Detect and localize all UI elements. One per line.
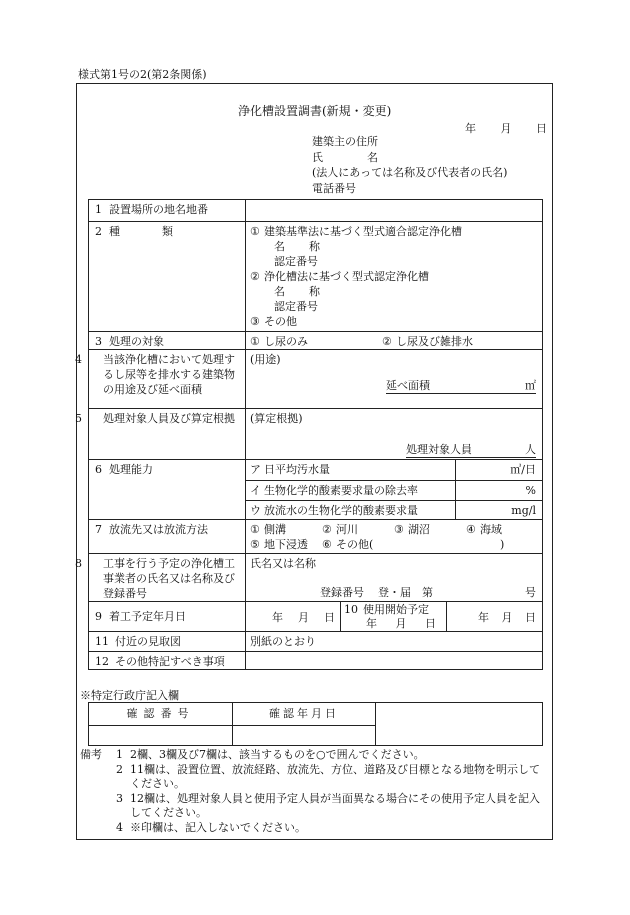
target-option-2[interactable]: ② し尿及び雑排水 (382, 335, 473, 348)
confirmation-number-header: 確認番号 (126, 707, 195, 720)
confirmation-number-field (89, 726, 232, 746)
row-contractor (75, 553, 542, 601)
row-map (89, 631, 542, 651)
persons-basis-field[interactable]: (算定根拠) 処理対象人員 人 (250, 412, 536, 456)
discharge-option-6[interactable]: ⑥ その他( (322, 538, 374, 551)
row-remarks (89, 651, 542, 669)
form-title: 浄化槽設置調書(新規・変更) (238, 104, 392, 118)
row-discharge-label: 7 放流先又は放流方法 (89, 520, 246, 553)
date-day: 日 (536, 122, 547, 135)
row-dates (89, 601, 542, 631)
discharge-option-3[interactable]: ③ 湖沼 (394, 523, 430, 536)
applicant-block (312, 134, 507, 196)
discharge-option-2[interactable]: ② 河川 (322, 523, 358, 536)
capacity-bod-removal[interactable]: イ 生物化学的酸素要求量の除去率 % (246, 480, 542, 500)
use-start-date-field[interactable]: 年 月 日 (478, 611, 536, 624)
floor-area-field[interactable]: 延べ面積 ㎡ (386, 379, 536, 392)
discharge-option-4[interactable]: ④ 海域 (466, 523, 502, 536)
row-contractor-label: 8 工事を行う予定の浄化槽工事業者の氏名又は名称及び登録番号 (89, 554, 246, 601)
applicant-corp-note: (法人にあっては名称及び代表者の氏名) (312, 166, 508, 179)
note-4: ※印欄は、記入しないでください。 (130, 820, 306, 834)
location-field[interactable] (246, 200, 542, 221)
applicant-name[interactable]: 氏 名 (312, 150, 378, 164)
note-2: 11欄は、設置位置、放流経路、放流先、方位、道路及び目標となる地物を明示してください。 (130, 762, 540, 790)
agency-memo-field (376, 703, 542, 745)
note-1: 2欄、3欄及び7欄は、該当するものを○で囲んでください。 (130, 748, 425, 761)
start-date-field[interactable]: 年 月 日 (272, 611, 335, 624)
row-discharge: 7 放流先又は放流方法 ① 側溝 ② 河川 ③ 湖沼 ④ 海域 ⑤ 地下浸透 ⑥ その他( ) (89, 519, 542, 553)
remarks-field[interactable] (246, 652, 542, 669)
form-number: 様式第1号の2(第2条関係) (78, 68, 207, 81)
applicant-address[interactable]: 建築主の住所 (312, 135, 378, 148)
row-location-label: 1 設置場所の地名地番 (89, 200, 246, 221)
row-start-label: 9 着工予定年月日 (89, 602, 246, 631)
row-remarks-label: 12 その他特記すべき事項 (89, 652, 246, 669)
note-3: 12欄は、処理対象人員と使用予定人員が当面異なる場合にその使用予定人員を記入してください。 (130, 791, 540, 819)
row-target-label: 3 処理の対象 (89, 332, 246, 349)
confirmation-date-field (233, 726, 375, 746)
row-persons-label: 5 処理対象人員及び算定根拠 (89, 409, 246, 459)
date-month: 月 (500, 122, 512, 135)
notes: 備考 1 2欄、3欄及び7欄は、該当するものを○で囲んでください。 2 11欄は、設置位置、放流経路、放流先、方位、道路及び目標となる地物を明示してください。 3 12欄は、処理対象人員と使用予定人員が当面異なる場合にその使用予定人員を記入してください。 4 ※印欄は、記入しないでください。 (80, 748, 550, 835)
capacity-effluent-bod[interactable]: ウ 放流水の生物化学的酸素要求量 mg/l (246, 500, 542, 520)
applicant-phone[interactable]: 電話番号 (312, 181, 356, 195)
date-year: 年 (465, 122, 476, 135)
main-table (75, 199, 543, 670)
map-field[interactable]: 別紙のとおり (250, 635, 316, 648)
discharge-option-1[interactable]: ① 側溝 (250, 523, 286, 536)
confirmation-date-header: 確認年月日 (269, 707, 339, 720)
row-map-label: 11 付近の見取図 (89, 632, 246, 651)
row-capacity (89, 459, 542, 519)
row-building-label: 4 当該浄化槽において処理するし尿等を排水する建築物の用途及び延べ面積 (89, 350, 246, 408)
type-option-a[interactable]: ① 建築基準法に基づく型式適合認定浄化槽 (250, 225, 462, 238)
contractor-name-field[interactable]: 氏名又は名称 登録番号 登・届 第 号 (250, 557, 536, 599)
contractor-registration[interactable]: 登録番号 登・届 第 号 (320, 586, 536, 599)
row-target (89, 331, 542, 349)
agency-table (88, 702, 543, 746)
building-use-field[interactable]: (用途) 延べ面積 ㎡ (250, 353, 536, 392)
discharge-option-5[interactable]: ⑤ 地下浸透 (250, 538, 308, 551)
row-location (89, 200, 542, 221)
type-options: ① 建築基準法に基づく型式適合認定浄化槽 名 称 認定番号 ② 浄化槽法に基づく型式認定浄化槽 名 称 認定番号 ③ その他 (246, 222, 542, 331)
row-type-label: 2 種 類 (89, 222, 246, 331)
persons-count-field[interactable]: 処理対象人員 人 (406, 443, 536, 456)
use-start-label: 10 使用開始予定 年 月 日 (344, 603, 436, 630)
row-persons (75, 408, 542, 459)
row-building (75, 349, 542, 408)
type-option-c[interactable]: ③ その他 (250, 315, 297, 328)
notes-label: 備考 (80, 748, 102, 761)
capacity-daily-flow[interactable]: ア 日平均汚水量 ㎥/日 (246, 460, 542, 480)
row-type (89, 221, 542, 331)
agency-section-label: ※特定行政庁記入欄 (80, 689, 179, 702)
row-capacity-label: 6 処理能力 (89, 460, 246, 519)
type-option-b[interactable]: ② 浄化槽法に基づく型式認定浄化槽 (250, 270, 429, 283)
target-option-1[interactable]: ① し尿のみ (250, 335, 308, 348)
